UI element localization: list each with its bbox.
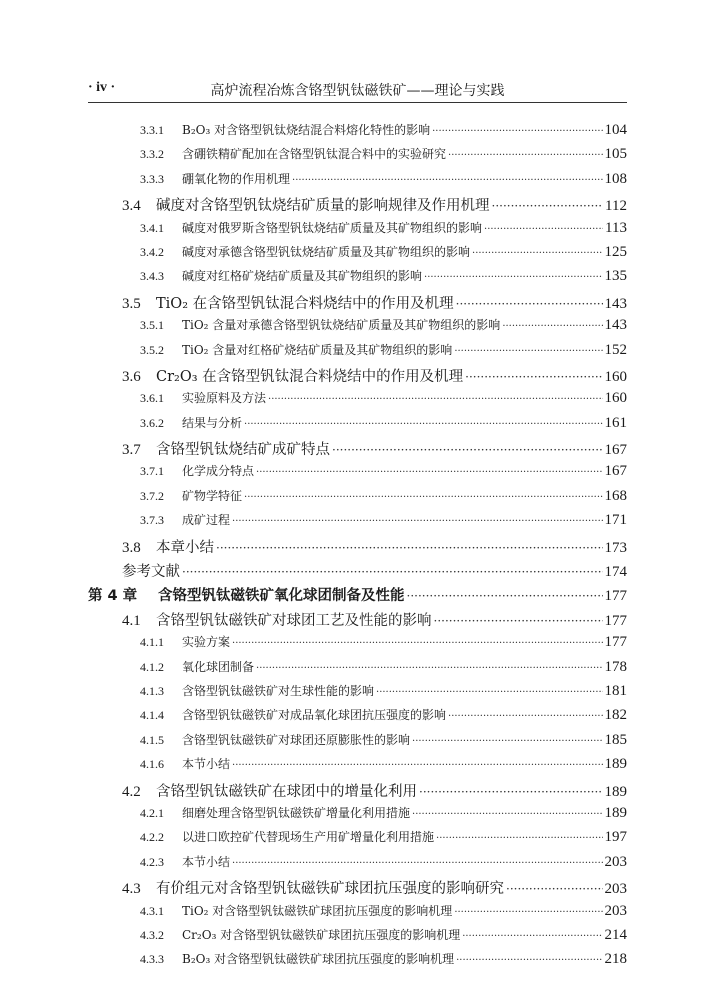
toc-entry[interactable] — [88, 877, 627, 901]
toc-entry-number: 4.1.3 — [140, 683, 164, 698]
toc-entry-number: 3.3.1 — [140, 123, 164, 137]
toc-entry[interactable] — [88, 267, 627, 291]
toc-entry[interactable] — [88, 316, 627, 340]
toc-entry-number: 4.2.2 — [140, 830, 164, 845]
dot-leader — [454, 346, 602, 357]
book-title: 高炉流程冶炼含铬型钒钛磁铁矿——理论与实践 — [210, 83, 505, 99]
toc-entry[interactable] — [88, 706, 627, 730]
toc-entry-page: 161 — [604, 414, 627, 431]
toc-entry-number: 4.3.3 — [140, 952, 164, 967]
toc-entry-number: 3.5.2 — [140, 342, 164, 357]
toc-entry[interactable] — [88, 243, 627, 267]
toc-entry-number: 3.8 — [122, 539, 141, 556]
dot-leader — [465, 370, 602, 384]
toc-entry[interactable] — [88, 170, 627, 194]
toc-entry-title: 实验方案 — [182, 635, 231, 650]
toc-entry[interactable] — [88, 414, 627, 438]
toc-entry[interactable] — [88, 560, 627, 584]
toc-entry-title: 碱度对红格矿烧结矿质量及其矿物组织的影响 — [182, 269, 423, 284]
dot-leader — [232, 760, 602, 771]
toc-entry[interactable] — [88, 292, 627, 316]
toc-entry[interactable] — [88, 828, 627, 852]
toc-entry-title: 含铬型钒钛磁铁矿对生球性能的影响 — [182, 683, 375, 698]
table-of-contents — [88, 121, 627, 975]
toc-entry-page: 168 — [604, 487, 627, 504]
toc-entry-title: 含铬型钒钛磁铁矿对球团还原膨胀性的影响 — [182, 732, 411, 747]
toc-entry-title: 本节小结 — [182, 854, 231, 869]
toc-entry-title: TiO₂ 对含铬型钒钛磁铁矿球团抗压强度的影响机理 — [182, 903, 453, 918]
toc-entry[interactable] — [88, 194, 627, 218]
toc-entry-page: 113 — [605, 219, 627, 236]
toc-entry-title: 本节小结 — [182, 757, 231, 772]
toc-entry[interactable] — [88, 926, 627, 950]
toc-entry-number: 3.6 — [122, 368, 141, 385]
dot-leader — [332, 443, 603, 457]
toc-entry[interactable] — [88, 780, 627, 804]
toc-entry[interactable] — [88, 804, 627, 828]
toc-entry[interactable] — [88, 902, 627, 926]
toc-entry[interactable] — [88, 341, 627, 365]
dot-leader — [506, 882, 603, 896]
toc-entry-number: 4.1.6 — [140, 757, 164, 772]
toc-entry-page: 189 — [604, 804, 627, 821]
toc-entry-page: 189 — [604, 756, 627, 773]
toc-entry-page: 143 — [604, 295, 627, 312]
toc-entry[interactable] — [88, 853, 627, 877]
toc-entry[interactable] — [88, 462, 627, 486]
toc-entry-page: 167 — [604, 442, 627, 459]
toc-entry-title: 含铬型钒钛磁铁矿氧化球团制备及性能 — [158, 588, 405, 605]
toc-entry-title: 以进口欧控矿代替现场生产用矿增量化利用措施 — [182, 830, 435, 845]
toc-entry-title: 成矿过程 — [182, 513, 231, 528]
dot-leader — [484, 224, 603, 235]
toc-entry-page: 105 — [604, 146, 627, 163]
toc-entry-number: 4.3 — [122, 881, 141, 898]
toc-entry-number: 3.7.2 — [140, 488, 164, 503]
toc-entry-page: 203 — [604, 902, 627, 919]
toc-entry-title: 硼氧化物的作用机理 — [182, 171, 291, 186]
toc-entry-number: 3.6.1 — [140, 391, 164, 406]
toc-entry-title: B₂O₃ 对含铬型钒钛磁铁矿球团抗压强度的影响机理 — [182, 952, 455, 967]
toc-entry-number: 4.1.2 — [140, 659, 164, 674]
dot-leader — [232, 858, 602, 869]
toc-entry[interactable] — [88, 731, 627, 755]
dot-leader — [407, 589, 603, 603]
toc-entry[interactable] — [88, 682, 627, 706]
toc-entry-number: 第 4 章 — [88, 588, 138, 605]
dot-leader — [432, 126, 602, 137]
dot-leader — [448, 711, 602, 722]
toc-entry[interactable] — [88, 487, 627, 511]
toc-entry-page: 167 — [604, 463, 627, 480]
toc-entry[interactable] — [88, 536, 627, 560]
toc-entry-page: 203 — [604, 881, 627, 898]
toc-entry-title: B₂O₃ 对含铬型钒钛烧结混合料熔化特性的影响 — [182, 123, 431, 137]
toc-entry[interactable] — [88, 755, 627, 779]
toc-entry[interactable] — [88, 658, 627, 682]
toc-entry-number: 3.4 — [122, 198, 141, 215]
toc-entry[interactable] — [88, 950, 627, 974]
toc-entry-title: 碱度对俄罗斯含铬型钒钛烧结矿质量及其矿物组织的影响 — [182, 220, 483, 235]
toc-entry-page: 171 — [604, 512, 627, 529]
dot-leader — [462, 931, 602, 942]
toc-entry-page: 177 — [604, 612, 627, 629]
toc-entry-number: 3.6.2 — [140, 415, 164, 430]
toc-entry[interactable] — [88, 121, 627, 145]
toc-entry-title: 实验原料及方法 — [182, 391, 267, 406]
dot-leader — [232, 638, 602, 649]
toc-entry-page: 108 — [604, 170, 627, 187]
toc-entry-number: 3.3.2 — [140, 147, 164, 162]
dot-leader — [472, 248, 602, 259]
toc-entry-title: 化学成分特点 — [182, 464, 255, 479]
dot-leader — [412, 736, 602, 747]
toc-entry-page: 182 — [604, 707, 627, 724]
toc-entry-number: 4.2 — [122, 783, 141, 800]
toc-entry-page: 203 — [604, 853, 627, 870]
toc-entry-number: 3.4.2 — [140, 244, 164, 259]
toc-entry-number: 4.1 — [122, 612, 141, 629]
dot-leader — [456, 955, 602, 966]
toc-entry-page: 185 — [604, 731, 627, 748]
dot-leader — [434, 614, 603, 628]
toc-entry-title: 含硼铁精矿配加在含铬型钒钛混合料中的实验研究 — [182, 147, 447, 162]
toc-entry-page: 125 — [604, 243, 627, 260]
toc-entry-number: 3.4.3 — [140, 269, 164, 284]
dot-leader — [244, 492, 602, 503]
toc-entry-page: 160 — [604, 390, 627, 407]
toc-entry-page: 178 — [604, 658, 627, 675]
toc-entry-number: 3.4.1 — [140, 220, 164, 235]
toc-entry-title: 氧化球团制备 — [182, 659, 255, 674]
dot-leader — [292, 175, 602, 186]
toc-entry-title: 有价组元对含铬型钒钛磁铁矿球团抗压强度的影响研究 — [156, 881, 504, 898]
toc-entry[interactable] — [88, 219, 627, 243]
dot-leader — [268, 394, 602, 405]
toc-entry-number: 4.3.1 — [140, 903, 164, 918]
dot-leader — [232, 516, 602, 527]
toc-entry-title: 本章小结 — [156, 539, 214, 556]
toc-entry-page: 189 — [604, 783, 627, 800]
toc-entry[interactable] — [88, 438, 627, 462]
toc-entry-page: 177 — [604, 634, 627, 651]
toc-entry-title: 碱度对含铬型钒钛烧结矿质量的影响规律及作用机理 — [156, 198, 490, 215]
toc-entry-title: TiO₂ 含量对承德含铬型钒钛烧结矿质量及其矿物组织的影响 — [182, 318, 501, 333]
toc-entry-page: 181 — [604, 682, 627, 699]
toc-entry-title: 含铬型钒钛烧结矿成矿特点 — [156, 442, 330, 459]
toc-entry-title: Cr₂O₃ 对含铬型钒钛磁铁矿球团抗压强度的影响机理 — [182, 927, 461, 942]
toc-entry-title: 碱度对承德含铬型钒钛烧结矿质量及其矿物组织的影响 — [182, 244, 471, 259]
toc-entry-title: 细磨处理含铬型钒钛磁铁矿增量化利用措施 — [182, 805, 411, 820]
toc-entry-page: 214 — [604, 926, 627, 943]
toc-entry-title: TiO₂ 在含铬型钒钛混合料烧结中的作用及机理 — [156, 295, 454, 312]
toc-entry[interactable] — [88, 365, 627, 389]
toc-entry[interactable] — [88, 633, 627, 657]
toc-entry-number: 4.1.1 — [140, 635, 164, 650]
toc-entry-title: 含铬型钒钛磁铁矿对成品氧化球团抗压强度的影响 — [182, 708, 447, 723]
toc-entry-page: 135 — [604, 268, 627, 285]
toc-entry-page: 160 — [604, 368, 627, 385]
toc-entry-page: 104 — [604, 122, 627, 138]
toc-entry-number: 3.3.3 — [140, 171, 164, 186]
dot-leader — [412, 809, 602, 820]
toc-entry-page: 112 — [605, 198, 627, 215]
dot-leader — [244, 419, 602, 430]
page-number: · iv · — [88, 80, 116, 95]
toc-entry-page: 174 — [604, 564, 627, 581]
toc-entry-number: 3.7 — [122, 442, 141, 459]
toc-entry-number: 4.1.4 — [140, 708, 164, 723]
toc-entry-number: 3.7.1 — [140, 464, 164, 479]
toc-entry-page: 177 — [604, 588, 627, 605]
toc-entry[interactable] — [88, 389, 627, 413]
dot-leader — [436, 833, 602, 844]
toc-entry-page: 218 — [604, 951, 627, 968]
dot-leader — [456, 297, 603, 311]
toc-entry-page: 152 — [604, 341, 627, 358]
dot-leader — [256, 663, 602, 674]
dot-leader — [448, 150, 602, 161]
toc-entry-page: 173 — [604, 539, 627, 556]
toc-entry-title: 含铬型钒钛磁铁矿在球团中的增量化利用 — [156, 783, 417, 800]
toc-entry[interactable] — [88, 584, 627, 608]
toc-entry-page: 143 — [604, 317, 627, 334]
running-header — [88, 78, 627, 103]
dot-leader — [182, 565, 603, 579]
toc-entry-number: 3.5.1 — [140, 318, 164, 333]
toc-entry-number: 3.5 — [122, 295, 141, 312]
toc-entry-title: TiO₂ 含量对红格矿烧结矿质量及其矿物组织的影响 — [182, 342, 453, 357]
dot-leader — [216, 541, 603, 555]
toc-entry-number: 4.2.1 — [140, 805, 164, 820]
dot-leader — [492, 199, 604, 213]
toc-entry-number: 4.1.5 — [140, 732, 164, 747]
toc-entry-number: 3.7.3 — [140, 513, 164, 528]
toc-entry-title: 参考文献 — [122, 564, 180, 581]
toc-entry-number: 4.2.3 — [140, 854, 164, 869]
dot-leader — [376, 687, 602, 698]
toc-entry[interactable] — [88, 609, 627, 633]
dot-leader — [419, 785, 603, 799]
dot-leader — [256, 467, 602, 478]
toc-entry-title: 含铬型钒钛磁铁矿对球团工艺及性能的影响 — [156, 612, 432, 629]
toc-entry[interactable] — [88, 145, 627, 169]
toc-entry[interactable] — [88, 511, 627, 535]
dot-leader — [502, 321, 602, 332]
toc-entry-page: 197 — [604, 829, 627, 846]
dot-leader — [424, 272, 602, 283]
toc-entry-title: 矿物学特征 — [182, 488, 243, 503]
toc-entry-number: 4.3.2 — [140, 927, 164, 942]
toc-entry-title: Cr₂O₃ 在含铬型钒钛混合料烧结中的作用及机理 — [156, 368, 464, 385]
toc-entry-title: 结果与分析 — [182, 415, 243, 430]
dot-leader — [454, 907, 602, 918]
